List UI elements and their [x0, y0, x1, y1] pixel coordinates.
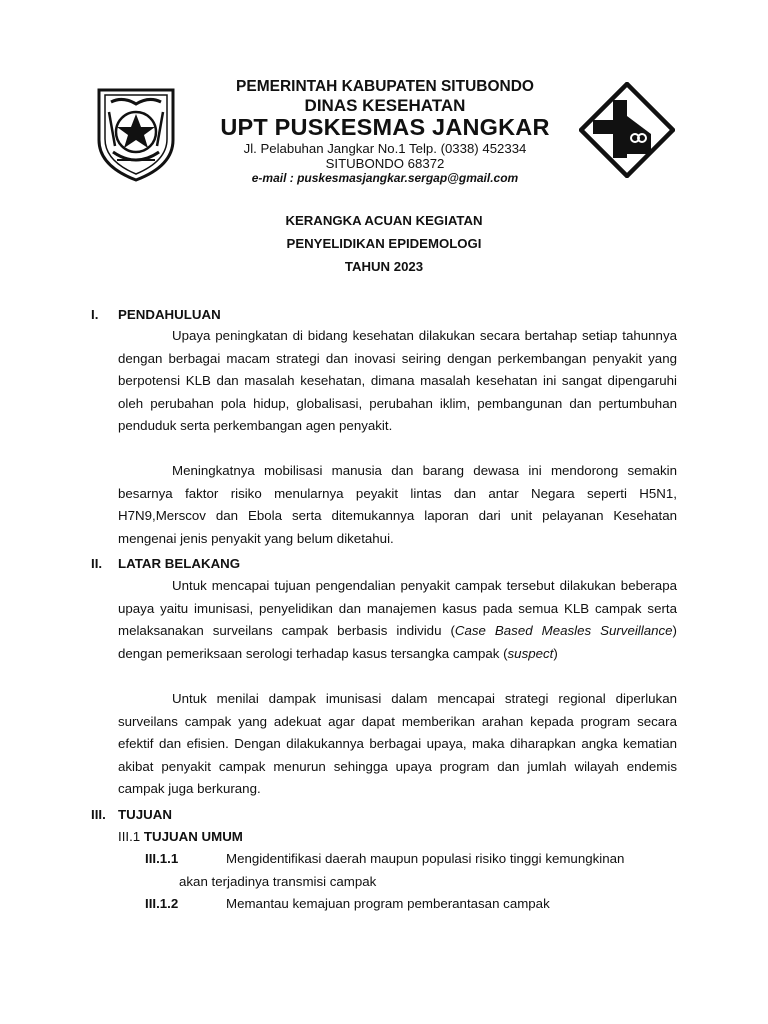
letterhead-address: Jl. Pelabuhan Jangkar No.1 Telp. (0338) 452334 — [243, 141, 527, 156]
item-code: III.1.2 — [145, 896, 179, 911]
paragraph-pendahuluan-2: Meningkatnya mobilisasi manusia dan barang dewasa ini mendorong semakin besarnya faktor risiko menularnya peyakit lintas dan antar Negara seperti H5N1, H7N9,Merscov dan Ebola serta ditemukannya laporan dari unit pelayanan Kesehatan mengenai jenis penyakit yang belum diketahui. — [118, 463, 677, 546]
letterhead-institution: UPT PUSKESMAS JANGKAR — [220, 114, 550, 140]
letterhead-city: SITUBONDO 68372 — [325, 156, 445, 171]
subsection-label: TUJUAN UMUM — [143, 829, 243, 844]
regency-shield-emblem-icon — [93, 82, 179, 182]
text-run: ) dengan pemeriksaan serologi terhadap kasus tersangka campak ( — [118, 623, 677, 661]
puskesmas-cross-house-icon — [579, 82, 675, 178]
document-title-line2: PENYELIDIKAN EPIDEMOLOGI — [286, 236, 482, 251]
document-title-line1: KERANGKA ACUAN KEGIATAN — [285, 213, 483, 228]
paragraph-pendahuluan-1: Upaya peningkatan di bidang kesehatan dilakukan secara bertahap setiap tahunnya dengan berbagai macam strategi dan inovasi seiring dengan perkembangan penyakit yang berpotensi KLB dan masalah kesehatan, dimana masalah kesehatan ini sangat dipengaruhi oleh perubahan pola hidup, globalisasi, perubahan iklim, pembangunan dan pertumbuhan penduduk serta perkembangan agen penyakit. — [118, 328, 677, 434]
letterhead-department: DINAS KESEHATAN — [304, 96, 466, 115]
item-text: Mengidentifikasi daerah maupun populasi risiko tinggi kemungkinan — [226, 851, 625, 866]
paragraph-latar-belakang-1 — [118, 575, 677, 665]
letterhead-email: e-mail : puskesmasjangkar.sergap@gmail.com — [251, 171, 519, 185]
letterhead-government: PEMERINTAH KABUPATEN SITUBONDO — [236, 78, 534, 95]
italic-term: Case Based Measles Surveillance — [454, 623, 673, 639]
item-text: Memantau kemajuan program pemberantasan campak — [226, 896, 550, 911]
paragraph-latar-belakang-2: Untuk menilai dampak imunisasi dalam mencapai strategi regional diperlukan surveilans campak yang adekuat agar dapat memberikan arahan kepada program secara efektif dan efisien. Dengan dilakukannya berbagai upaya, maka diharapkan angka kematian akibat penyakit campak menurun sehingga upaya program dan jumlah wilayah endemis campak juga berkurang. — [118, 691, 677, 797]
item-code: III.1.1 — [145, 851, 179, 866]
text-run: Untuk mencapai tujuan pengendalian penyakit campak tersebut dilakukan beberapa upaya yaitu imunisasi, penyelidikan dan manajemen kasus pada semua KLB campak serta melaksanakan surveilans campak berbasis individu ( — [118, 578, 677, 639]
section-number: II. — [91, 556, 103, 571]
section-label: LATAR BELAKANG — [118, 556, 241, 571]
section-number: I. — [91, 307, 99, 322]
section-number: III. — [91, 807, 106, 822]
subsection-number: III.1 — [118, 829, 141, 844]
section-label: TUJUAN — [118, 807, 172, 822]
text-run: ) — [553, 645, 558, 661]
italic-term: suspect — [507, 645, 554, 661]
item-text-continuation: akan terjadinya transmisi campak — [179, 873, 377, 889]
section-label: PENDAHULUAN — [118, 307, 221, 322]
subsection-heading-tujuan-umum — [118, 830, 243, 843]
document-title-year: TAHUN 2023 — [344, 259, 424, 274]
